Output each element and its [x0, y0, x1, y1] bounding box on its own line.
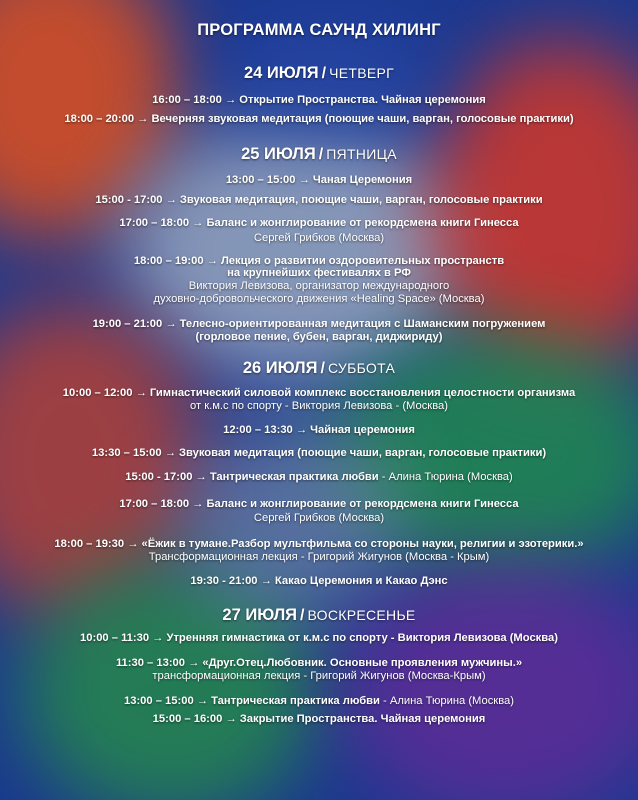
schedule-item: 13:00 – 15:00 → Чаная Церемония	[225, 174, 413, 186]
day-heading-1	[0, 64, 638, 83]
schedule-item-title: 15:00 - 17:00 → Тантрическая практика любви	[125, 471, 379, 483]
schedule-item: 19:30 - 21:00 → Какао Церемония и Какао Дэнс	[190, 575, 448, 587]
schedule-item-title: 13:00 – 15:00 → Тантрическая практика любви	[124, 695, 380, 707]
day-separator: /	[320, 360, 325, 377]
day-heading-3	[0, 359, 638, 378]
schedule-item: 13:30 – 15:00 → Звуковая медитация (поющие чаши, варган, голосовые практики)	[91, 447, 547, 459]
schedule-item-speaker: Сергей Грибков (Москва)	[253, 232, 385, 244]
schedule-item: 12:00 – 13:30 → Чайная церемония	[223, 424, 415, 436]
day-date: 27 ИЮЛЯ	[222, 606, 298, 624]
schedule-item-cont: (горловое пение, бубен, варган, диджириду)	[195, 331, 443, 343]
schedule-item: 18:00 – 20:00 → Вечерняя звуковая медитация (поющие чаши, варган, голосовые практики)	[64, 113, 574, 125]
schedule-item-speaker: духовно-добровольческого движения «Healing Space» (Москва)	[153, 293, 485, 305]
schedule-item-speaker: от к.м.с по спорту - Виктория Левизова - (Москва)	[190, 400, 448, 412]
day-weekday: ВОСКРЕСЕНЬЕ	[307, 607, 416, 623]
day-date: 25 ИЮЛЯ	[241, 145, 316, 163]
schedule-item: 19:00 – 21:00 → Телесно-ориентированная медитация с Шаманским погружением	[92, 318, 546, 330]
schedule-item: 17:00 – 18:00 → Баланс и жонглирование от рекордсмена книги Гинесса	[119, 498, 519, 510]
schedule-item: 10:00 – 12:00 → Гимнастический силовой комплекс восстановления целостности организма	[62, 387, 576, 399]
schedule-item: 15:00 – 16:00 → Закрытие Пространства. Чайная церемония	[152, 713, 486, 725]
schedule-item-speaker: Трансформационная лекция - Григорий Жигунов (Москва - Крым)	[148, 551, 490, 563]
schedule-item: 10:00 – 11:30 → Утренняя гимнастика от к.м.с по спорту - Виктория Левизова (Москва)	[80, 632, 558, 644]
day-weekday: ПЯТНИЦА	[326, 146, 397, 162]
day-separator: /	[300, 607, 305, 624]
day-weekday: ЧЕТВЕРГ	[329, 65, 394, 81]
poster-title: ПРОГРАММА САУНД ХИЛИНГ	[197, 21, 441, 39]
schedule-item	[0, 470, 638, 484]
schedule-item-speaker: трансформационная лекция - Григорий Жигунов (Москва-Крым)	[152, 670, 486, 682]
day-weekday: СУББОТА	[327, 360, 396, 376]
schedule-item-speaker: - Алина Тюрина (Москва)	[379, 695, 514, 707]
day-separator: /	[318, 146, 324, 163]
schedule-item: 15:00 - 17:00 → Звуковая медитация, поющие чаши, варган, голосовые практики	[95, 194, 543, 206]
day-separator: /	[321, 65, 327, 82]
schedule-item-speaker: Виктория Левизова, организатор международного	[188, 280, 450, 292]
day-date: 26 ИЮЛЯ	[242, 359, 318, 377]
schedule-item-speaker: Сергей Грибков (Москва)	[253, 512, 385, 524]
schedule-item: 18:00 – 19:30 → «Ёжик в тумане.Разбор мультфильма со стороны науки, религии и эзотерики.»	[54, 538, 584, 550]
schedule-item: 18:00 – 19:00 → Лекция о развитии оздоровительных пространств	[133, 255, 505, 267]
day-heading-4	[0, 606, 638, 625]
schedule-item: 11:30 – 13:00 → «Друг.Отец.Любовник. Основные проявления мужчины.»	[115, 657, 523, 669]
schedule-item	[0, 694, 638, 708]
schedule-item-cont: на крупнейших фестивалях в РФ	[227, 267, 411, 279]
schedule-item: 16:00 – 18:00 → Открытие Пространства. Чайная церемония	[152, 94, 486, 106]
schedule-item: 17:00 – 18:00 → Баланс и жонглирование от рекордсмена книги Гинесса	[119, 217, 519, 229]
schedule-item-speaker: - Алина Тюрина (Москва)	[378, 471, 513, 483]
day-heading-2	[0, 145, 638, 164]
day-date: 24 ИЮЛЯ	[244, 64, 319, 82]
